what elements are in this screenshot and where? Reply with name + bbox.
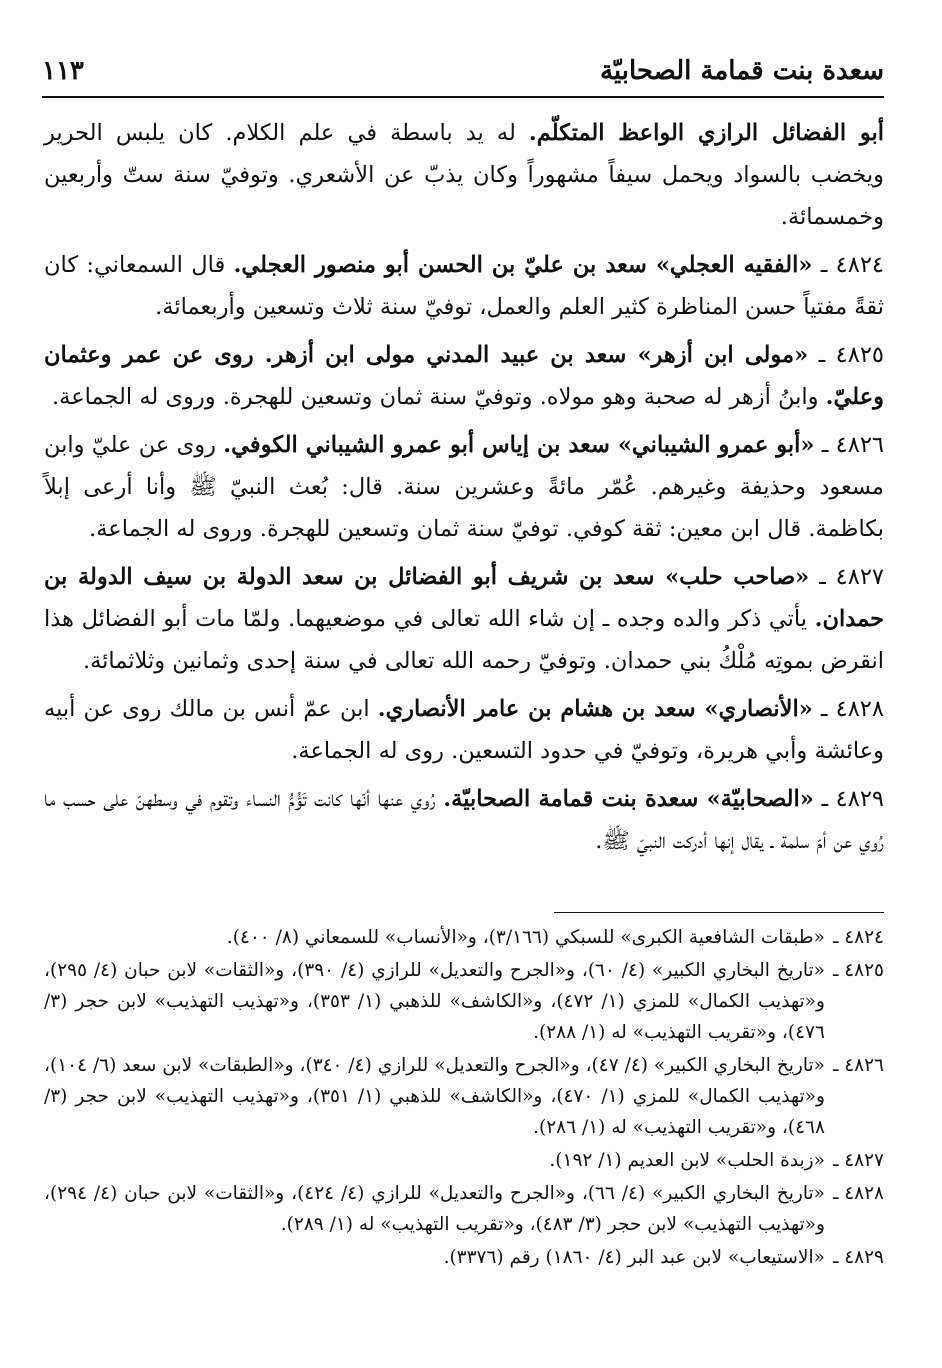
entry-heading: «صاحب حلب» سعد بن شريف أبو الفضائل بن سعد الدولة بن سيف الدولة بن حمدان. [44, 564, 884, 632]
footnote-number: ٤٨٢٧ ـ [832, 1150, 884, 1171]
footnotes [44, 922, 884, 1275]
footnote-divider [554, 912, 884, 913]
entry-text: روى عن عليّ وابن مسعود وحذيفة وغيرهم. عُمّر مائةً وعشرين سنة. قال: بُعث النبيّ ﷺ وأنا أرعى إبلاً بكاظمة. قال ابن معين: ثقة كوفي. توفيّ سنة ثمان وتسعين للهجرة. وروى له الجماعة. [44, 432, 884, 542]
main-text [44, 112, 884, 868]
footnote [44, 1145, 884, 1176]
footnote [44, 955, 884, 1048]
entry-text: ابن عمّ أنس بن مالك روى عن أبيه وعائشة وأبي هريرة، وتوفيّ في حدود التسعين. روى له الجماعة. [44, 696, 884, 764]
footnote-text: «تاريخ البخاري الكبير» (٤/ ٦٦)، و«الجرح والتعديل» للرازي (٤/ ٤٢٤)، و«الثقات» لابن حبان (٤/ ٢٩٤)، و«تهذيب التهذيب» لابن حجر (٣/ ٤٨٣)، و«تقريب التهذيب» له (١/ ٢٨٩). [44, 1183, 825, 1235]
page-number: ١١٣ [42, 56, 84, 86]
entry-paragraph [44, 688, 884, 772]
footnote-number: ٤٨٢٥ ـ [832, 960, 884, 981]
footnote-text: «طبقات الشافعية الكبرى» للسبكي (٣/١٦٦)، و«الأنساب» للسمعاني (٨/ ٤٠٠). [226, 927, 825, 948]
entry-paragraph [44, 778, 884, 862]
entry-number: ٤٨٢٥ ـ [808, 342, 884, 368]
entry-heading: «مولى ابن أزهر» سعد بن عبيد المدني مولى ابن أزهر. روى عن عمر وعثمان وعليّ. [44, 342, 884, 410]
footnote [44, 1178, 884, 1240]
entry-text: رُوي عنها أنّها كانت تَؤُمُّ النساء وتقوم في وسطهنّ على حسب ما رُوي عن أمّ سلمة ـ يقال إنها أدركت النبيّ ﷺ. [44, 786, 884, 854]
footnote-text: «زبدة الحلب» لابن العديم (١/ ١٩٢). [549, 1150, 825, 1171]
entry-number: ٤٨٢٨ ـ [812, 696, 884, 722]
footnote [44, 1050, 884, 1143]
entry-number: ٤٨٢٧ ـ [809, 564, 884, 590]
entry-paragraph [44, 334, 884, 418]
entry-heading: «الفقيه العجلي» سعد بن عليّ بن الحسن أبو منصور العجلي. [233, 252, 813, 278]
footnote-number: ٤٨٢٦ ـ [832, 1055, 884, 1076]
entry-paragraph [44, 556, 884, 682]
entry-number: ٤٨٢٤ ـ [812, 252, 884, 278]
footnote-number: ٤٨٢٩ ـ [832, 1247, 884, 1268]
entry-number: ٤٨٢٩ ـ [813, 786, 885, 812]
entry-paragraph [44, 112, 884, 238]
footnote [44, 1242, 884, 1273]
entry-text: وابنُ أزهر له صحبة وهو مولاه. وتوفيّ سنة ثمان وتسعين للهجرة. وروى له الجماعة. [52, 384, 826, 410]
entry-number: ٤٨٢٦ ـ [814, 432, 884, 458]
entry-paragraph [44, 244, 884, 328]
running-title: سعدة بنت قمامة الصحابيّة [599, 56, 884, 86]
footnote-text: «الاستيعاب» لابن عبد البر (٤/ ١٨٦٠) رقم (٣٣٧٦). [443, 1247, 825, 1268]
entry-heading: «أبو عمرو الشيباني» سعد بن إياس أبو عمرو الشيباني الكوفي. [223, 432, 815, 458]
entry-text: يأتي ذكر والده وجده ـ إن شاء الله تعالى في موضعيهما. ولمّا مات أبو الفضائل هذا انقرض بموتِه مُلْكُ بني حمدان. وتوفيّ رحمه الله تعالى في سنة إحدى وثمانين وثلاثمائة. [44, 606, 884, 674]
entry-text: له يد باسطة في علم الكلام. كان يلبس الحرير ويخضب بالسواد ويحمل سيفاً مشهوراً وكان يذبّ عن الأشعري. وتوفيّ سنة ستّ وأربعين وخمسمائة. [44, 120, 884, 230]
entry-heading: «الصحابيّة» سعدة بنت قمامة الصحابيّة. [443, 786, 814, 812]
entry-text: قال السمعاني: كان ثقةً مفتياً حسن المناظرة كثير العلم والعمل، توفيّ سنة ثلاث وتسعين وأربعمائة. [44, 252, 884, 320]
footnote [44, 922, 884, 953]
footnote-text: «تاريخ البخاري الكبير» (٤/ ٦٠)، و«الجرح والتعديل» للرازي (٤/ ٣٩٠)، و«الثقات» لابن حبان (٤/ ٢٩٥)، و«تهذيب الكمال» للمزي (١/ ٤٧٢)، و«الكاشف» للذهبي (١/ ٣٥٣)، و«تهذيب التهذيب» لابن حجر (٣/ ٤٧٦)، و«تقريب التهذيب» له (١/ ٢٨٨). [44, 960, 825, 1043]
entry-heading: أبو الفضائل الرازي الواعظ المتكلّم. [528, 120, 884, 146]
page-header [42, 46, 884, 98]
footnote-text: «تاريخ البخاري الكبير» (٤/ ٤٧)، و«الجرح والتعديل» للرازي (٤/ ٣٤٠)، و«الطبقات» لابن سعد (٦/ ١٠٤)، و«تهذيب الكمال» للمزي (١/ ٤٧٠)، و«الكاشف» للذهبي (١/ ٣٥١)، و«تهذيب التهذيب» لابن حجر (٣/ ٤٦٨)، و«تقريب التهذيب» له (١/ ٢٨٦). [44, 1055, 825, 1138]
footnote-number: ٤٨٢٤ ـ [832, 927, 884, 948]
entry-paragraph [44, 424, 884, 550]
footnote-number: ٤٨٢٨ ـ [832, 1183, 884, 1204]
entry-heading: «الأنصاري» سعد بن هشام بن عامر الأنصاري. [377, 696, 813, 722]
